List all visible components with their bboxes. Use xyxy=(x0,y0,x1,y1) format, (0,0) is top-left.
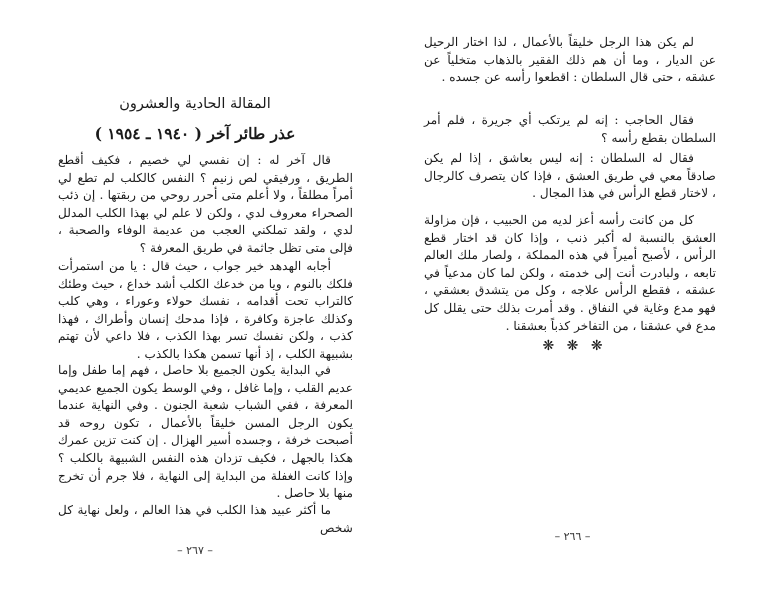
paragraph xyxy=(424,112,716,147)
paragraph-text: فقال الحاجب : إنه لم يرتكب أي جريرة ، فلم أمر السلطان بقطع رأسه ؟ xyxy=(424,113,716,145)
paragraph xyxy=(58,258,353,364)
paragraph xyxy=(58,502,353,537)
paragraph-text: في البداية يكون الجميع بلا حاصل ، فهم إما طفل وإما عديم القلب ، وإما غافل ، وفي الوسط يكون الجميع عديمي المعرفة ، ففي الشباب شعبة الجنون . وفي النهاية عندما يكون الرجل المسن خليقاً بالأعمال ، تكون روحه قد أصبحت خرفة ، وجسده أسير الهزال . إن كنت تزين عمرك هكذا بالجهل ، فكيف تزدان هذه النفس الشبيهة بالكلب ؟ وإذا كانت الغفلة من البداية إلى النهاية ، فلا جرم أن تخرج منها بلا حاصل . xyxy=(58,363,353,501)
paragraph xyxy=(424,150,716,203)
page-number: – ٢٦٧ – xyxy=(177,544,213,557)
section-separator-icon: ❋ ❋ ❋ xyxy=(542,338,607,354)
page-number: – ٢٦٦ – xyxy=(554,530,591,543)
paragraph-text: قال آخر له : إن نفسي لي خصيم ، فكيف أقطع الطريق ، ورفيقي لص زنيم ؟ النفس كالكلب لم تطع لي أمراً مطلقاً ، ولا أعلم متى أحرر روحي من ربقتها . إن ذئب الصحراء معروف لدي ، ولكن لا علم لي بهذا الكلب المدلل لدي ، ولقد تملكني العجب من عديمة الوفاء والصحبة ، فإلى متى تظل جاثمة في طريق المعرفة ؟ xyxy=(58,153,353,255)
chapter-title: المقالة الحادية والعشرون xyxy=(119,96,271,112)
paragraph xyxy=(424,34,716,87)
paragraph-text: لم يكن هذا الرجل خليقاً بالأعمال ، لذا اختار الرحيل عن الديار ، وما أن هم ذلك الفقير بالذهاب متخلياً عن عشقه ، حتى قال السلطان : اقطعوا رأسه عن جسده . xyxy=(424,35,716,85)
right-page xyxy=(390,0,775,599)
paragraph xyxy=(58,362,353,503)
paragraph xyxy=(424,212,716,335)
paragraph-text: أجابه الهدهد خير جواب ، حيث قال : يا من استمرأت فلكك بالنوم ، ويا من خدعك الكلب أشد خداع ، حيث وطئك كالتراب تحت أقدامه ، نفسك حولاء وعوراء ، وهي كلب وكذلك عاجزة وكافرة ، فإذا مدحك إنسان وأطراك ، فهذا كذب ، ولكن نفسك تسر بهذا الكذب ، فلا داعي لأن تهتم بشبيهة الكلب ، إذ أنها تسمن هكذا بالكذب . xyxy=(58,259,353,361)
paragraph xyxy=(58,152,353,258)
chapter-subtitle: عذر طائر آخر ( ١٩٤٠ ـ ١٩٥٤ ) xyxy=(94,124,296,143)
paragraph-text: ما أكثر عبيد هذا الكلب في هذا العالم ، ولعل نهاية كل شخص xyxy=(58,503,353,535)
paragraph-text: كل من كانت رأسه أعز لديه من الحبيب ، فإن مزاولة العشق بالنسبة له أكبر ذنب ، وإذا كان قد اختار قطع الرأس ، لأصبح أميراً في هذه المملكة ، ولصار ملك العالم تابعه ، ولبادرت أنت إلى خدمته ، ولكن لما كان مدعياً في عشقه ، فقطع الرأس علاجه ، وكل من يتشدق بعشقي ، فهو مدع وغاية في النفاق . وقد أمرت بذلك حتى يقلل كل مدع في عشقنا ، من التفاخر كذباً بعشقنا . xyxy=(424,213,716,333)
paragraph-text: فقال له السلطان : إنه ليس بعاشق ، إذا لم يكن صادقاً معي في طريق العشق ، فإذا كان يتصرف كالرجال ، لاختار قطع الرأس في هذا المجال . xyxy=(424,151,716,201)
